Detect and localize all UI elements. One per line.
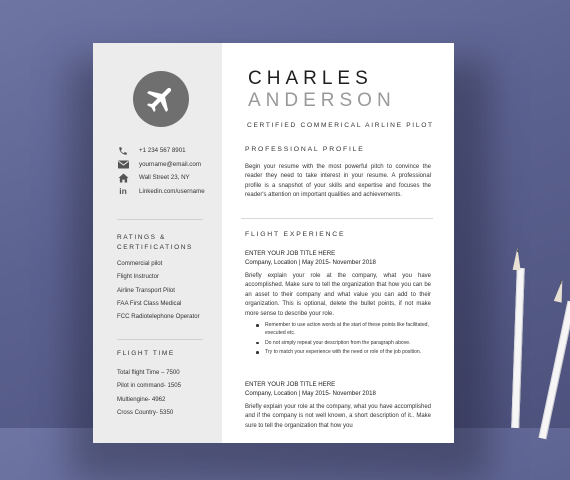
list-item: Flight Instructor bbox=[117, 273, 159, 281]
flight-time-list bbox=[117, 369, 217, 422]
airplane-icon bbox=[144, 82, 178, 116]
profile-heading: PROFESSIONAL PROFILE bbox=[245, 146, 365, 153]
avatar bbox=[133, 71, 189, 127]
job-2-description: Briefly explain your role at the company, what you have accomplished and if the company is not well known, a short description of it.. Make sure to tell the organization that how you bbox=[245, 404, 431, 429]
linkedin-icon: in bbox=[119, 186, 127, 197]
contact-address bbox=[117, 171, 222, 185]
home-icon bbox=[117, 173, 129, 183]
job-subtitle: CERTIFIED COMMERICAL AIRLINE PILOT bbox=[247, 122, 434, 129]
list-item: Airline Transport Pilot bbox=[117, 286, 175, 294]
sidebar-divider bbox=[117, 339, 203, 340]
resume-sidebar bbox=[93, 43, 222, 443]
name-first: CHARLES bbox=[248, 68, 373, 89]
contact-phone-text: +1 234 567 8901 bbox=[139, 147, 186, 155]
contact-linkedin-text: Linkedin.com/username bbox=[139, 187, 205, 195]
job-1-bullets bbox=[255, 321, 435, 358]
list-item: Commercial pilot bbox=[117, 260, 163, 267]
list-item: Total flight Time – 7500 bbox=[117, 369, 180, 376]
list-item: Do not simply repeat your description from the paragraph above. bbox=[255, 339, 435, 347]
list-item: Multiengine- 4962 bbox=[117, 395, 166, 403]
sidebar-divider bbox=[117, 219, 203, 220]
job-2-company: Company, Location | May 2015- November 2018 bbox=[245, 390, 376, 397]
job-1-description: Briefly explain your role at the company, what you have accomplished. Make sure to tell the organization that how you can be an asset to their company and what value you can add to their organization. This is optional, delete the bullet points, if not make more sense to describe your role. bbox=[245, 273, 431, 317]
list-item: FAA First Class Medical bbox=[117, 299, 182, 307]
experience-heading: FLIGHT EXPERIENCE bbox=[245, 231, 346, 238]
phone-icon bbox=[117, 146, 129, 156]
contact-phone bbox=[117, 144, 222, 158]
ratings-list bbox=[117, 260, 217, 326]
contact-linkedin bbox=[117, 185, 222, 199]
list-item: Remember to use action words at the start of these points like facilitated, executed etc. bbox=[255, 321, 435, 338]
list-item: Cross Country- 5350 bbox=[117, 408, 174, 416]
ratings-heading-line-2: CERTIFICATIONS bbox=[117, 244, 193, 251]
job-1-company: Company, Location | May 2015- November 2018 bbox=[245, 259, 376, 266]
list-item: FCC Radiotelephone Operator bbox=[117, 313, 200, 321]
ratings-heading bbox=[117, 233, 193, 253]
section-divider bbox=[241, 218, 433, 219]
contact-email bbox=[117, 158, 222, 172]
list-item: Pilot in command- 1505 bbox=[117, 382, 182, 390]
profile-text: Begin your resume with the most powerful pitch to convince the reader they need to take interest in your resume. A professional profile is a snapshot of your skills and expertise and focuses the reader's attention on important qualities and achievements. bbox=[245, 164, 431, 199]
contact-email-text: yourname@email.com bbox=[139, 160, 201, 168]
name-last: ANDERSON bbox=[248, 90, 396, 111]
contact-address-text: Wall Street 23, NY bbox=[139, 174, 190, 182]
job-1-title: ENTER YOUR JOB TITLE HERE bbox=[245, 250, 336, 257]
contact-list bbox=[117, 144, 222, 198]
ratings-heading-line-1: RATINGS & bbox=[117, 234, 166, 241]
job-2-title: ENTER YOUR JOB TITLE HERE bbox=[245, 381, 336, 388]
email-icon bbox=[117, 159, 129, 169]
list-item: Try to match your experience with the need or role of the job position. bbox=[255, 348, 435, 356]
flight-time-heading: FLIGHT TIME bbox=[117, 350, 175, 357]
resume-page bbox=[93, 43, 454, 443]
